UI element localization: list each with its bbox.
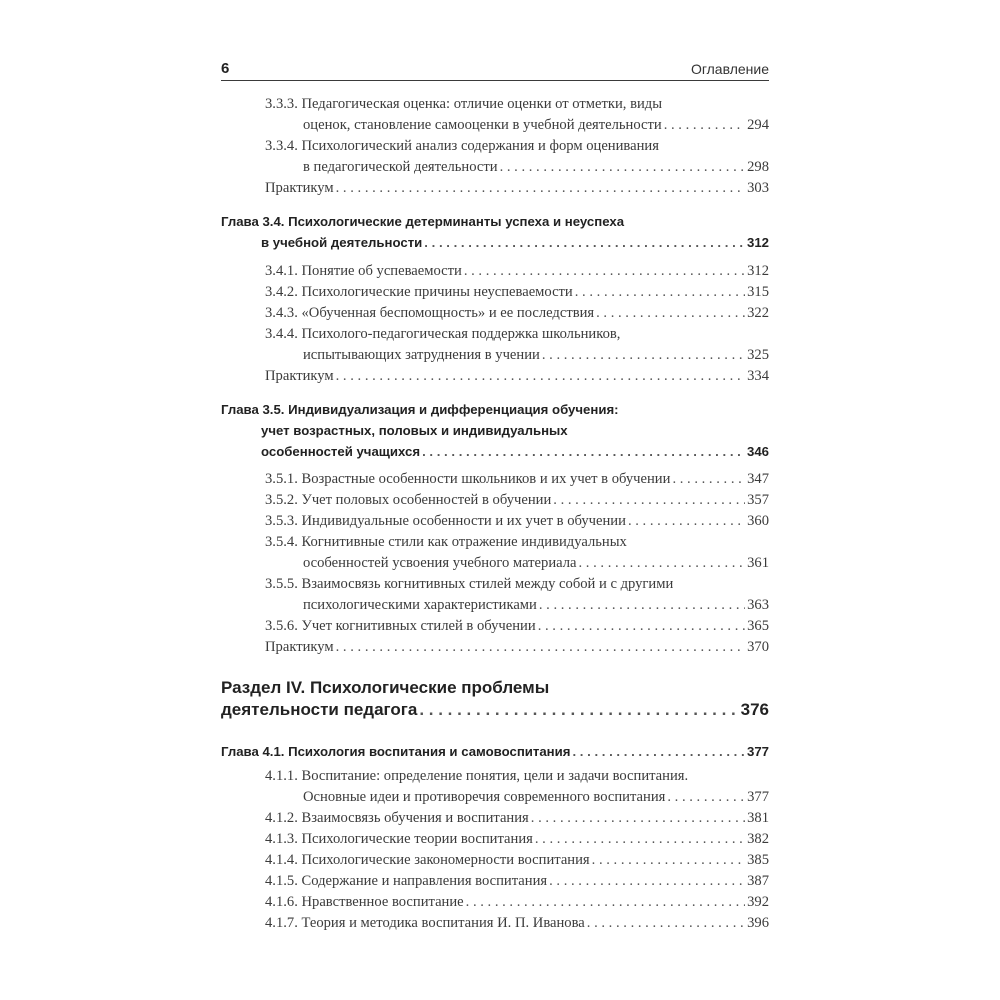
dot-leader [535,831,745,848]
running-title: Оглавление [690,61,769,77]
toc-page-number: 347 [747,471,769,487]
toc-entry-title: 4.1.5. Содержание и направления воспитания [265,873,548,889]
toc-entry-title: в учебной деятельности [261,235,423,250]
toc-entry-title: 3.5.5. Взаимосвязь когнитивных стилей между собой и с другими [265,576,674,592]
toc-entry-title: 3.5.6. Учет когнитивных стилей в обучении [265,618,536,634]
toc-entry-title: Основные идеи и противоречия современного воспитания [303,789,666,805]
toc-entry-line [261,235,769,256]
toc-entry-line [265,492,769,513]
toc-entry-title: 3.4.3. «Обученная беспомощность» и ее последствия [265,305,595,321]
toc-page-number: 312 [746,235,769,250]
toc-entry-line [221,214,769,235]
toc-entry-line [265,810,769,831]
dot-leader [336,639,745,656]
toc-entry-line [265,618,769,639]
dot-leader [538,618,745,635]
toc-entry-title: 4.1.2. Взаимосвязь обучения и воспитания [265,810,529,826]
toc-entry-title: 3.5.3. Индивидуальные особенности и их учет в обучении [265,513,626,529]
toc-page-number: 298 [747,159,769,175]
dot-leader [628,513,745,530]
dot-leader [596,305,745,322]
dot-leader [672,471,745,488]
page-number: 6 [221,60,230,77]
toc-entry-title: психологическими характеристиками [303,597,537,613]
toc-entry-line [303,117,769,138]
toc-entry-title: Практикум [265,639,334,655]
toc-entry-line [265,284,769,305]
toc-entry-line [303,347,769,368]
toc-entry-line [265,96,769,117]
toc-page-number: 376 [740,700,769,719]
toc-entry-title: оценок, становление самооценки в учебной деятельности [303,117,662,133]
toc-entry-title: 4.1.3. Психологические теории воспитания [265,831,533,847]
toc-entry-title: 4.1.6. Нравственное воспитание [265,894,464,910]
toc-entry-line [265,180,769,201]
toc-entry-line [265,894,769,915]
toc-entry-title: 3.4.2. Психологические причины неуспеваемости [265,284,573,300]
toc-page-number: 303 [747,180,769,196]
toc-page-number: 365 [747,618,769,634]
toc-page-number: 381 [747,810,769,826]
toc-page-number: 392 [747,894,769,910]
dot-leader [336,368,745,385]
toc-entry-title: 3.5.1. Возрастные особенности школьников и их учет в обучении [265,471,671,487]
toc-entry-title: 4.1.7. Теория и методика воспитания И. П. Иванова [265,915,585,931]
toc-entry-title: особенностей учащихся [261,444,421,459]
toc-entry-line [265,368,769,389]
toc-page-number: 361 [747,555,769,571]
toc-entry-title: 3.4.4. Психолого-педагогическая поддержка школьников, [265,326,621,342]
toc-page-number: 377 [746,744,769,759]
toc-entry-line [265,915,769,936]
dot-leader [592,852,745,869]
page-header [221,60,769,81]
toc-entry-line [265,873,769,894]
toc-page-number: 377 [747,789,769,805]
toc-entry-line [221,700,769,721]
toc-page-number: 346 [746,444,769,459]
dot-leader [419,700,738,720]
dot-leader [542,347,745,364]
dot-leader [539,597,745,614]
toc-entry-line [265,263,769,284]
toc-entry-line [265,576,769,597]
toc-entry-line [265,768,769,789]
toc-entry-line [265,534,769,555]
dot-leader [531,810,745,827]
toc-entry-line [303,597,769,618]
toc-entry-line [261,423,769,444]
dot-leader [664,117,745,134]
toc-entry-title: 3.3.3. Педагогическая оценка: отличие оценки от отметки, виды [265,96,662,112]
toc-entry-line [303,555,769,576]
toc-entry-title: учет возрастных, половых и индивидуальных [261,423,568,438]
toc-page-number: 357 [747,492,769,508]
toc-entry-title: Глава 3.5. Индивидуализация и дифференциация обучения: [221,402,619,417]
toc-entry-line [265,639,769,660]
toc-entry-line [265,513,769,534]
dot-leader [575,284,745,301]
dot-leader [553,492,745,509]
toc-entry-title: в педагогической деятельности [303,159,498,175]
toc-page-number: 385 [747,852,769,868]
dot-leader [587,915,745,932]
toc-entry-title: 3.4.1. Понятие об успеваемости [265,263,462,279]
toc-entry-line [265,831,769,852]
dot-leader [422,444,745,459]
toc-entry-line [265,138,769,159]
toc-entry-line [265,326,769,347]
toc-page-number: 312 [747,263,769,279]
toc-entry-title: деятельности педагога [221,700,418,719]
toc-page-number: 396 [747,915,769,931]
dot-leader [500,159,746,176]
dot-leader [336,180,745,197]
toc-entry-line [303,159,769,180]
toc-page-number: 387 [747,873,769,889]
toc-entry-title: Практикум [265,180,334,196]
toc-entry-title: Глава 4.1. Психология воспитания и самовоспитания [221,744,571,759]
toc-entry-title: Глава 3.4. Психологические детерминанты успеха и неуспеха [221,214,625,229]
toc-entry-title: 4.1.1. Воспитание: определение понятия, цели и задачи воспитания. [265,768,689,784]
toc-entry-line [221,744,769,765]
toc-entry-line [221,678,769,699]
toc-entry-line [303,789,769,810]
toc-page-number: 315 [747,284,769,300]
toc-entry-line [265,471,769,492]
toc-entry-title: 3.5.4. Когнитивные стили как отражение индивидуальных [265,534,627,550]
toc-entry-title: 4.1.4. Психологические закономерности воспитания [265,852,590,868]
toc-entry-title: Раздел IV. Психологические проблемы [221,678,550,697]
dot-leader [464,263,745,280]
toc-entry-line [261,444,769,465]
toc-entry-title: особенностей усвоения учебного материала [303,555,577,571]
dot-leader [667,789,745,806]
toc-page-number: 370 [747,639,769,655]
toc-entry-title: 3.5.2. Учет половых особенностей в обучении [265,492,552,508]
toc-page-number: 322 [747,305,769,321]
dot-leader [466,894,745,911]
dot-leader [579,555,746,572]
toc-entry-title: испытывающих затруднения в учении [303,347,540,363]
book-page [221,60,769,931]
toc-entry-title: Практикум [265,368,334,384]
toc-entry-title: 3.3.4. Психологический анализ содержания и форм оценивания [265,138,659,154]
dot-leader [572,744,745,759]
toc-entry-line [221,402,769,423]
toc-page-number: 294 [747,117,769,133]
toc-page-number: 382 [747,831,769,847]
toc-entry-line [265,305,769,326]
dot-leader [549,873,745,890]
dot-leader [424,235,745,250]
toc-page-number: 325 [747,347,769,363]
toc-page-number: 334 [747,368,769,384]
toc-page-number: 363 [747,597,769,613]
toc-entry-line [265,852,769,873]
toc-page-number: 360 [747,513,769,529]
